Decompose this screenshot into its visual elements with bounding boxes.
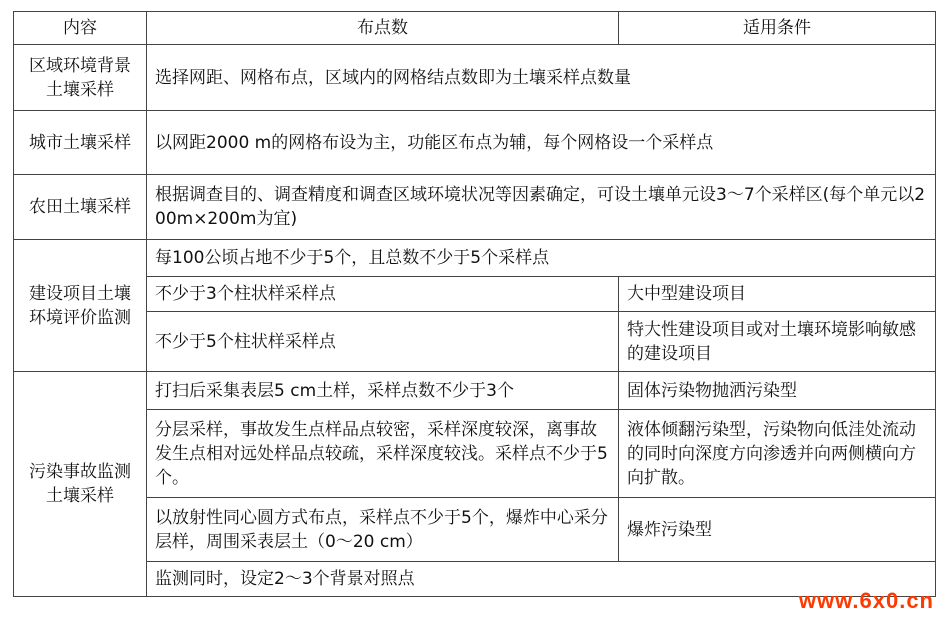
table-row (14, 277, 936, 312)
category-pollution: 污染事故监测土壤采样 (14, 372, 147, 597)
condition-pollution-explosion: 爆炸污染型 (619, 498, 936, 562)
points-regional: 选择网距、网格布点，区域内的网格结点数即为土壤采样点数量 (147, 45, 936, 111)
points-pollution-footer: 监测同时，设定2～3个背景对照点 (147, 562, 936, 597)
table-row (14, 240, 936, 277)
points-farmland: 根据调查目的、调查精度和调查区域环境状况等因素确定，可设土壤单元设3～7个采样区(每个单元以200m×200m为宜) (147, 175, 936, 240)
table-row (14, 498, 936, 562)
points-construction-general: 每100公顷占地不少于5个，且总数不少于5个采样点 (147, 240, 936, 277)
condition-construction-large: 大中型建设项目 (619, 277, 936, 312)
category-construction: 建设项目土壤环境评价监测 (14, 240, 147, 372)
condition-construction-special: 特大性建设项目或对土壤环境影响敏感的建设项目 (619, 312, 936, 372)
table-row (14, 562, 936, 597)
header-row (14, 12, 936, 45)
category-urban: 城市土壤采样 (14, 111, 147, 175)
table-row (14, 372, 936, 410)
table-row (14, 312, 936, 372)
points-urban: 以网距2000 m的网格布设为主，功能区布点为辅，每个网格设一个采样点 (147, 111, 936, 175)
condition-pollution-solid: 固体污染物抛洒污染型 (619, 372, 936, 410)
table-row (14, 410, 936, 498)
points-construction-special: 不少于5个柱状样采样点 (147, 312, 619, 372)
header-points: 布点数 (147, 12, 619, 45)
points-pollution-solid: 打扫后采集表层5 cm土样，采样点数不少于3个 (147, 372, 619, 410)
condition-pollution-liquid: 液体倾翻污染型，污染物向低洼处流动的同时向深度方向渗透并向两侧横向方向扩散。 (619, 410, 936, 498)
points-construction-large: 不少于3个柱状样采样点 (147, 277, 619, 312)
sampling-table (13, 11, 936, 597)
category-farmland: 农田土壤采样 (14, 175, 147, 240)
header-conditions: 适用条件 (619, 12, 936, 45)
points-pollution-explosion: 以放射性同心圆方式布点，采样点不少于5个，爆炸中心采分层样，周围采表层土（0～20 cm） (147, 498, 619, 562)
points-pollution-liquid: 分层采样，事故发生点样品点较密，采样深度较深，离事故发生点相对远处样品点较疏，采样深度较浅。采样点不少于5个。 (147, 410, 619, 498)
header-content: 内容 (14, 12, 147, 45)
site-watermark: www.6x0.cn (798, 588, 934, 613)
table-row (14, 45, 936, 111)
table-row (14, 111, 936, 175)
table-row (14, 175, 936, 240)
category-regional: 区域环境背景土壤采样 (14, 45, 147, 111)
